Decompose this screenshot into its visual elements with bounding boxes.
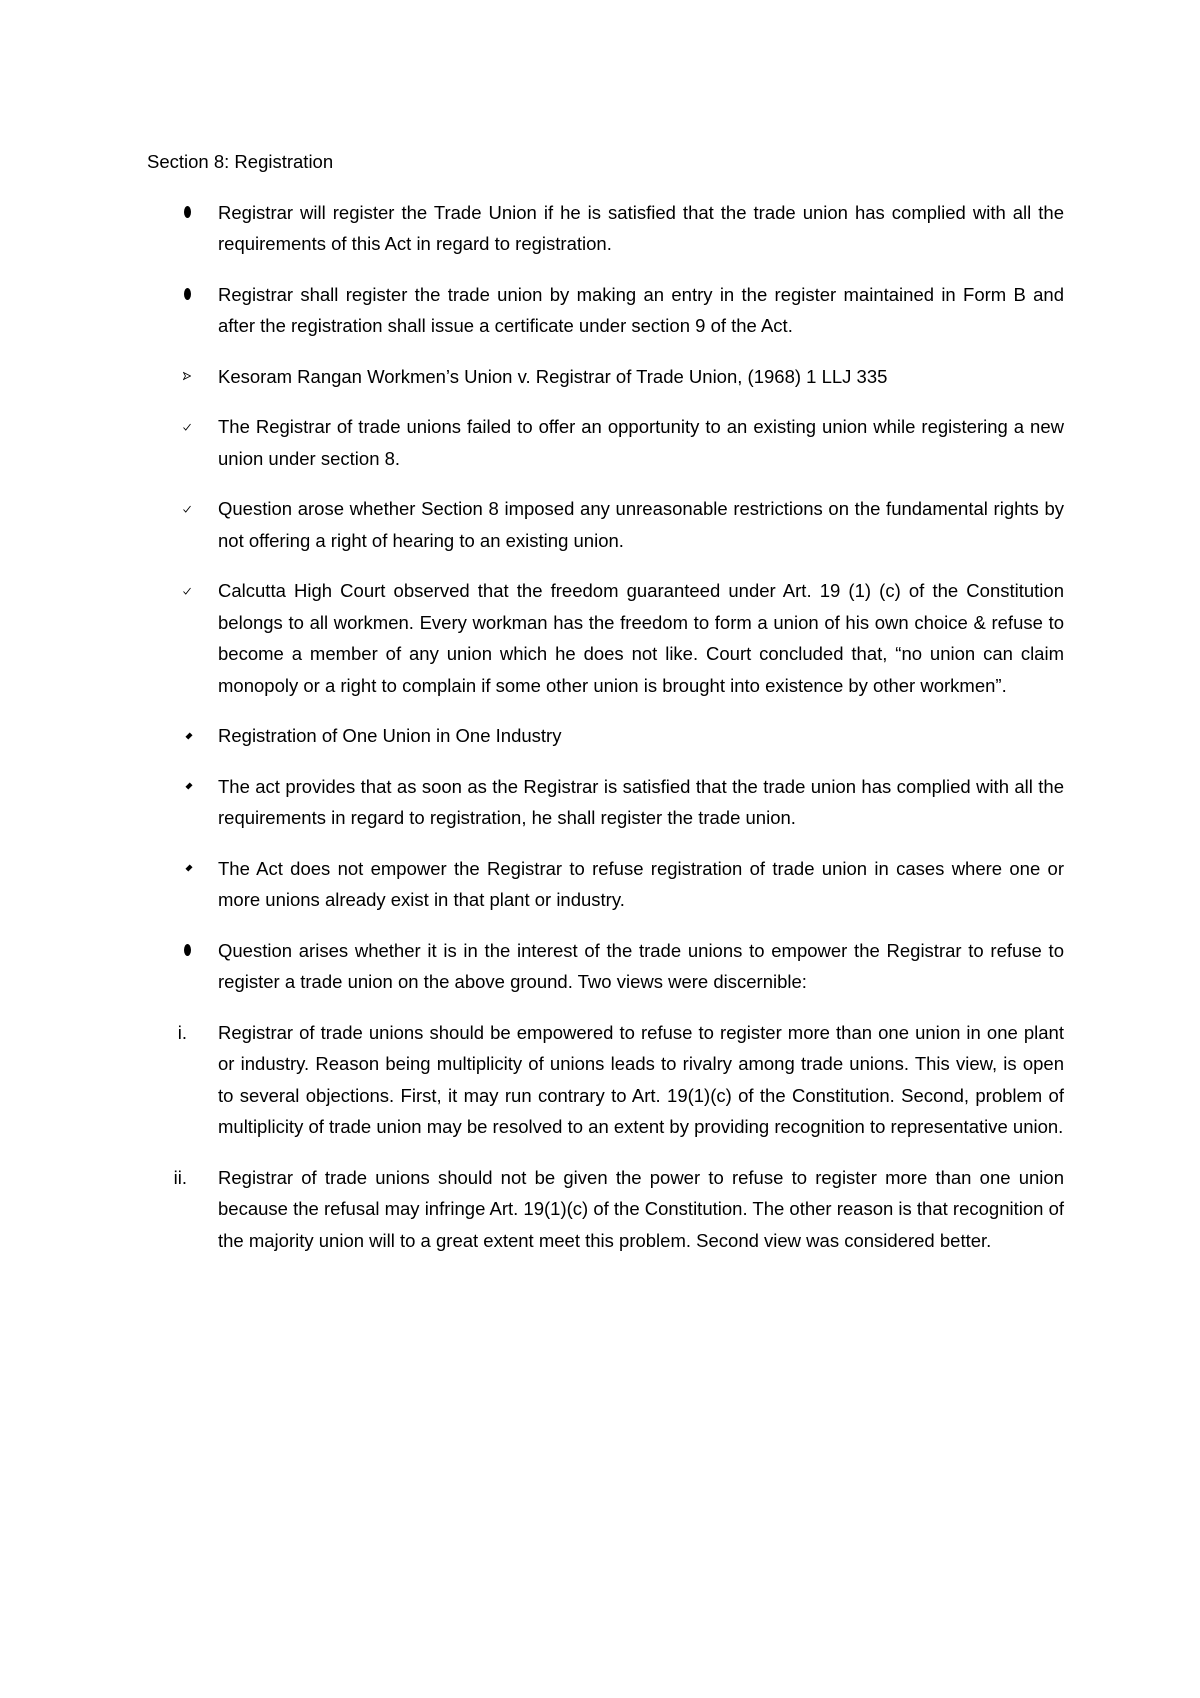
list-item-text: Calcutta High Court observed that the freedom guaranteed under Art. 19 (1) (c) of the Constitution belongs to all workmen. Every workman has the freedom to form a union of his own choice & refuse to become a member of any union which he does not like. Court concluded that, “no union can claim monopoly or a right to complain if some other union is brought into existence by other workmen”. [218,580,1064,696]
filled-circle-bullet-icon [147,197,191,229]
list-item [147,853,1064,916]
list-item-text: Registrar will register the Trade Union if he is satisfied that the trade union has complied with all the requirements of this Act in regard to registration. [218,201,1064,254]
list-item-text: The Act does not empower the Registrar to refuse registration of trade union in cases where one or more unions already exist in that plant or industry. [218,857,1064,910]
numbered-item-text: Registrar of trade unions should be empowered to refuse to register more than one union in one plant or industry. Reason being multiplicity of unions leads to rivalry among trade unions. This view, is open to several objections. First, it may run contrary to Art. 19(1)(c) of the Constitution. Second, problem of multiplicity of trade union may be resolved to an extent by providing recognition to representative union. [218,1021,1064,1137]
list-item-text: Question arises whether it is in the interest of the trade unions to empower the Registrar to refuse to register a trade union on the above ground. Two views were discernible: [218,939,1064,992]
small-diamond-bullet-icon [147,853,191,885]
arrowhead-bullet-icon [147,361,191,393]
list-item-text: The Registrar of trade unions failed to offer an opportunity to an existing union while registering a new union under section 8. [218,416,1064,469]
filled-circle-bullet-icon [147,279,191,311]
numbered-item [147,1162,1064,1257]
small-diamond-bullet-icon [147,771,191,803]
section-heading: Section 8: Registration [147,151,334,172]
list-item [147,279,1064,342]
list-item [147,771,1064,834]
list-item-text: Question arose whether Section 8 imposed any unreasonable restrictions on the fundamental rights by not offering a right of hearing to an existing union. [218,498,1064,551]
list-item-text: Registrar shall register the trade union by making an entry in the register maintained in Form B and after the registration shall issue a certificate under section 9 of the Act. [218,283,1064,336]
list-item-text: The act provides that as soon as the Registrar is satisfied that the trade union has complied with all the requirements in regard to registration, he shall register the trade union. [218,775,1064,828]
checkmark-bullet-icon [147,411,191,443]
list-item [147,935,1064,998]
list-item [147,720,1064,752]
list-item [147,493,1064,556]
small-diamond-bullet-icon [147,720,191,752]
list-item-text: Registration of One Union in One Industry [218,725,562,746]
filled-circle-bullet-icon [147,935,191,967]
list-item [147,197,1064,260]
list-item [147,575,1064,701]
list-item [147,411,1064,474]
case-citation [147,361,1064,393]
numbered-item [147,1017,1064,1143]
document-body [147,146,1064,1275]
case-citation-text: Kesoram Rangan Workmen’s Union v. Registrar of Trade Union, (1968) 1 LLJ 335 [218,365,888,387]
roman-numeral-label: ii. [173,1166,187,1188]
numbered-item-text: Registrar of trade unions should not be given the power to refuse to register more than one union because the refusal may infringe Art. 19(1)(c) of the Constitution. The other reason is that recognition of the majority union will to a great extent meet this problem. Second view was considered better. [218,1166,1064,1251]
checkmark-bullet-icon [147,575,191,607]
roman-numeral-label: i. [177,1021,187,1043]
checkmark-bullet-icon [147,493,191,525]
